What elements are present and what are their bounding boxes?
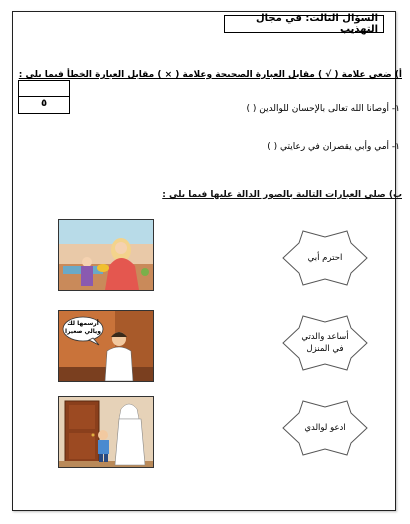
- question-title-box: [224, 15, 384, 33]
- phrase-star-3: [281, 399, 369, 457]
- speech-bubble-line1: أرسمها لك: [67, 320, 99, 327]
- picture-mother-kitchen: [58, 219, 154, 291]
- phrase-star-2: [281, 314, 369, 372]
- section-a-instruction: أ) ضعي علامة ( √ ) مقابل العبارة الصحيحة وعلامة ( × ) مقابل العبارة الخطأ فيما يلي :: [18, 70, 402, 80]
- phrase-2-label: [289, 314, 361, 372]
- phrase-3-line1: ادعو لوالدي: [304, 423, 346, 433]
- picture-father-son-door: [58, 396, 154, 468]
- speech-bubble-line2: ويالي صغيرا: [64, 328, 102, 335]
- statement-2: ١- أمي وأبي يقصران في رعايتي ( ): [267, 142, 400, 152]
- phrase-1-label: [289, 229, 361, 287]
- phrase-3-label: [289, 399, 361, 457]
- speech-bubble-text: [63, 320, 103, 336]
- score-divider: [19, 96, 69, 97]
- statement-1: ١- أوصانا الله تعالى بالإحسان للوالدين ( ): [246, 104, 400, 114]
- phrase-star-1: [281, 229, 369, 287]
- phrase-2-line2: في المنزل: [306, 344, 344, 354]
- question-title: السؤال الثالث: في مجال التهذيب: [255, 13, 378, 35]
- picture-father-speech: [58, 310, 154, 382]
- score-box: [18, 80, 70, 114]
- phrase-1-line1: احترم أبي: [307, 253, 343, 263]
- score-value: ٥: [40, 98, 48, 109]
- phrase-2-line1: أساعد والدتي: [301, 332, 349, 342]
- section-b-instruction: ب) صلي العبارات التالية بالصور الدالة عليها فيما يلي :: [162, 190, 402, 200]
